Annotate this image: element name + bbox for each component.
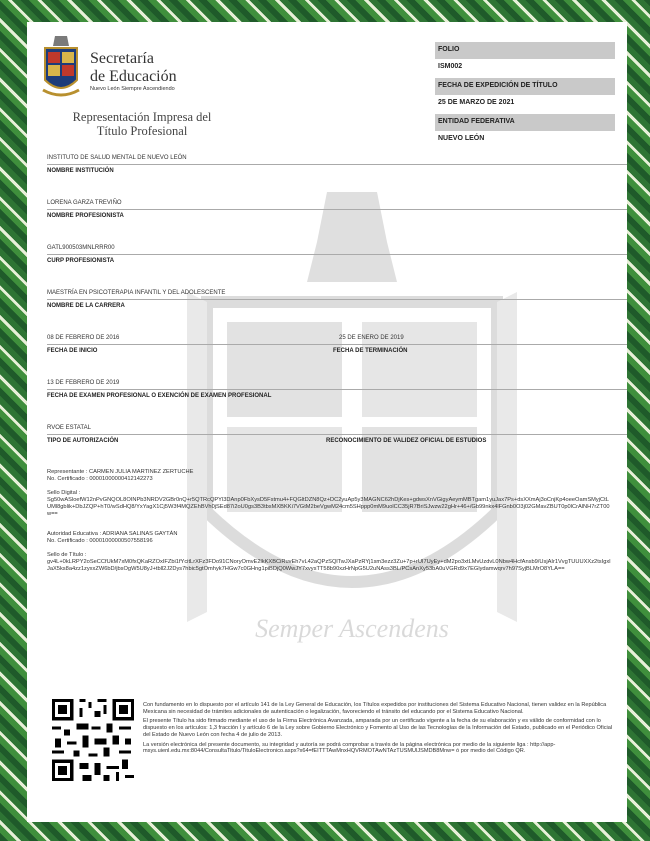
secretaria-title: [90, 50, 177, 86]
authority-block: [47, 531, 612, 545]
professional-value: LORENA GARZA TREVIÑO: [47, 200, 122, 206]
institution-label: NOMBRE INSTITUCIÓN: [47, 168, 114, 174]
state-seal-icon: [41, 34, 81, 100]
authorization-field: [47, 425, 627, 445]
legal-paragraph-2: El presente Título ha sido firmado mediante el uso de la Firma Electrónica Avanzada, amparada por un certificado vigente a la fecha de su elaboración y es válido de conformidad con lo dispuesto en los artículos: 1,3 fracción I y artículo 6 de la Ley sobre Gobierno Electrónico y Fomento al Uso de las Tecnologías de la Información del Estado, publicado en el Periódico Oficial del Estado de Nuevo León con fecha 4 de julio de 2013.: [143, 718, 613, 738]
folio-label: FOLIO: [435, 42, 615, 59]
institution-field: [47, 155, 627, 174]
end-date-value: 25 DE ENERO DE 2019: [339, 335, 404, 341]
digital-seal-value: Sg50wASloefW12nPvGNQOL8OINPb3NRDV2GBr0nQ+r5QTRcQPYl3DAnp0FbXysD5Fstmu4+FQGltDZN8Qz+DC2yuAp5y3MAGNC62hDjKes+gdwsXnVGigyAeymMBTgam1yuJax7Ps+dsXXmAj3oCnjKp4oeeOamSMyjCtLUMl8gblik+DbJZQP+hT0/wSdHQ8/YxYagX1Cj5W3f4MQZEhBVh0jSEd87i2oU0gs3B3tbsMXBKKi7VGtM2beVgwM24cm5SHppp0mM9uolCC35jR7BriSJwzw22gHr+46+/Gb99nkx4lFGnb0O3j02GMavZBUT0p0lCrAlNH7rZT00w==: [47, 497, 610, 517]
state-label: ENTIDAD FEDERATIVA: [435, 114, 615, 131]
professional-label: NOMBRE PROFESIONISTA: [47, 213, 124, 219]
authorization-label: TIPO DE AUTORIZACIÓN: [47, 438, 119, 444]
legal-paragraph-1: Con fundamento en lo dispuesto por el artículo 141 de la Ley General de Educación, los Títulos expedidos por instituciones del Sistema Educativo Nacional, tienen validez en la República Mexicana sin necesidad de trámites adicionales de autenticación o legalización, favoreciendo el tránsito del educando por el Sistema Educativo Nacional.: [143, 702, 607, 715]
curp-label: CURP PROFESIONISTA: [47, 258, 115, 264]
title-line-2: de Educación: [90, 68, 177, 85]
professional-field: [47, 200, 627, 219]
issue-date-label: FECHA DE EXPEDICIÓN DE TÍTULO: [435, 78, 615, 95]
career-field: [47, 290, 627, 309]
issue-date-value: 25 DE MARZO DE 2021: [438, 99, 515, 106]
representation-title: [67, 110, 217, 138]
start-date-value: 08 DE FEBRERO DE 2016: [47, 335, 120, 341]
digital-seal-label: Sello Digital :: [47, 490, 81, 496]
authority-name: Autoridad Educativa : ADRIANA SALINAS GAYTÁN: [47, 531, 178, 537]
representative-certificate: No. Certificado : 00001000000412142273: [47, 476, 153, 482]
title-line-1: Secretaría: [90, 50, 154, 67]
folio-box: [435, 40, 615, 148]
title-seal-value: gv4L+0kLRPY2oSeCCfUkM7xM0fxQKaRZOxIFZbi1fYcitLrXFz3FDo91CNoryOmvE2lkKXBCiRuvEh7vL42aQPzSQlTwJXaPzRYj1sm3ezz3Zu+7p+rUI7UyEy+dM2po3xtLMvUzdvL0Nbw4HcfAnsb9/UsjAIr1VvgTUUUXXz2tsIgxlJaX5ks8a4zz1zyxxZW6bD/jbsOgW5U8yJ+tbll2J2Dys7hbic5gtOmhyk7HGw7c0GHng1piBDjQ0WwJY7xvysTT58b90xzHrNpG5U2uNAss3BL/PCsAnXy53bA0uVGRd9x7EGlydamwqrv7h97SyjBLMrO8YLA==: [47, 559, 611, 572]
legal-paragraph-3: La versión electrónica del presente documento, su integridad y autoría se podrá comprobar a través de la página electrónica por medio de la siguiente liga : http://app-msys.uienl.edu.mx:8044/ConsultaTitulo/TituloElectronico.aspx?x64=fEITTTAwMnxHQVRMOTAwNTAzTUSMUlJSMDB8Mnw= ó por medio del Código QR.: [143, 741, 556, 755]
folio-value: ISM002: [438, 63, 463, 70]
career-value: MAESTRÍA EN PSICOTERAPIA INFANTIL Y DEL ADOLESCENTE: [47, 290, 226, 296]
institution-value: INSTITUTO DE SALUD MENTAL DE NUEVO LEÓN: [47, 155, 187, 161]
exam-date-label: FECHA DE EXAMEN PROFESIONAL O EXENCIÓN DE EXAMEN PROFESIONAL: [47, 393, 272, 399]
exam-date-value: 13 DE FEBRERO DE 2019: [47, 380, 120, 386]
representation-line-2: Título Profesional: [96, 124, 188, 138]
title-seal-block: [47, 552, 612, 573]
rvoe-value: RVOE ESTATAL: [47, 425, 91, 431]
end-date-label: FECHA DE TERMINACIÓN: [333, 348, 408, 354]
career-label: NOMBRE DE LA CARRERA: [47, 303, 125, 309]
authorization-value: RECONOCIMIENTO DE VALIDEZ OFICIAL DE ESTUDIOS: [326, 438, 487, 444]
digital-seal-block: [47, 490, 612, 518]
curp-field: [47, 245, 627, 264]
exam-date-field: [47, 380, 627, 399]
legal-notice: [143, 702, 615, 758]
watermark-motto: Semper Ascendens: [255, 614, 449, 643]
representative-name: Representante : CARMEN JULIA MARTINEZ ZERTUCHE: [47, 469, 194, 475]
start-date-label: FECHA DE INICIO: [47, 348, 98, 354]
state-value: NUEVO LEÓN: [438, 135, 485, 142]
authority-certificate: No. Certificado : 00001000000507558196: [47, 538, 153, 544]
representative-block: [47, 469, 612, 483]
title-seal-label: Sello de Título :: [47, 552, 87, 558]
curp-value: GATL900503MNLRRR00: [47, 245, 115, 251]
secretaria-subtitle: Nuevo León Siempre Ascendiendo: [90, 86, 175, 92]
representation-line-1: Representación Impresa del: [72, 110, 212, 124]
dates-field: [47, 335, 627, 355]
document-page: [27, 22, 627, 822]
qr-code-icon[interactable]: [49, 696, 137, 784]
